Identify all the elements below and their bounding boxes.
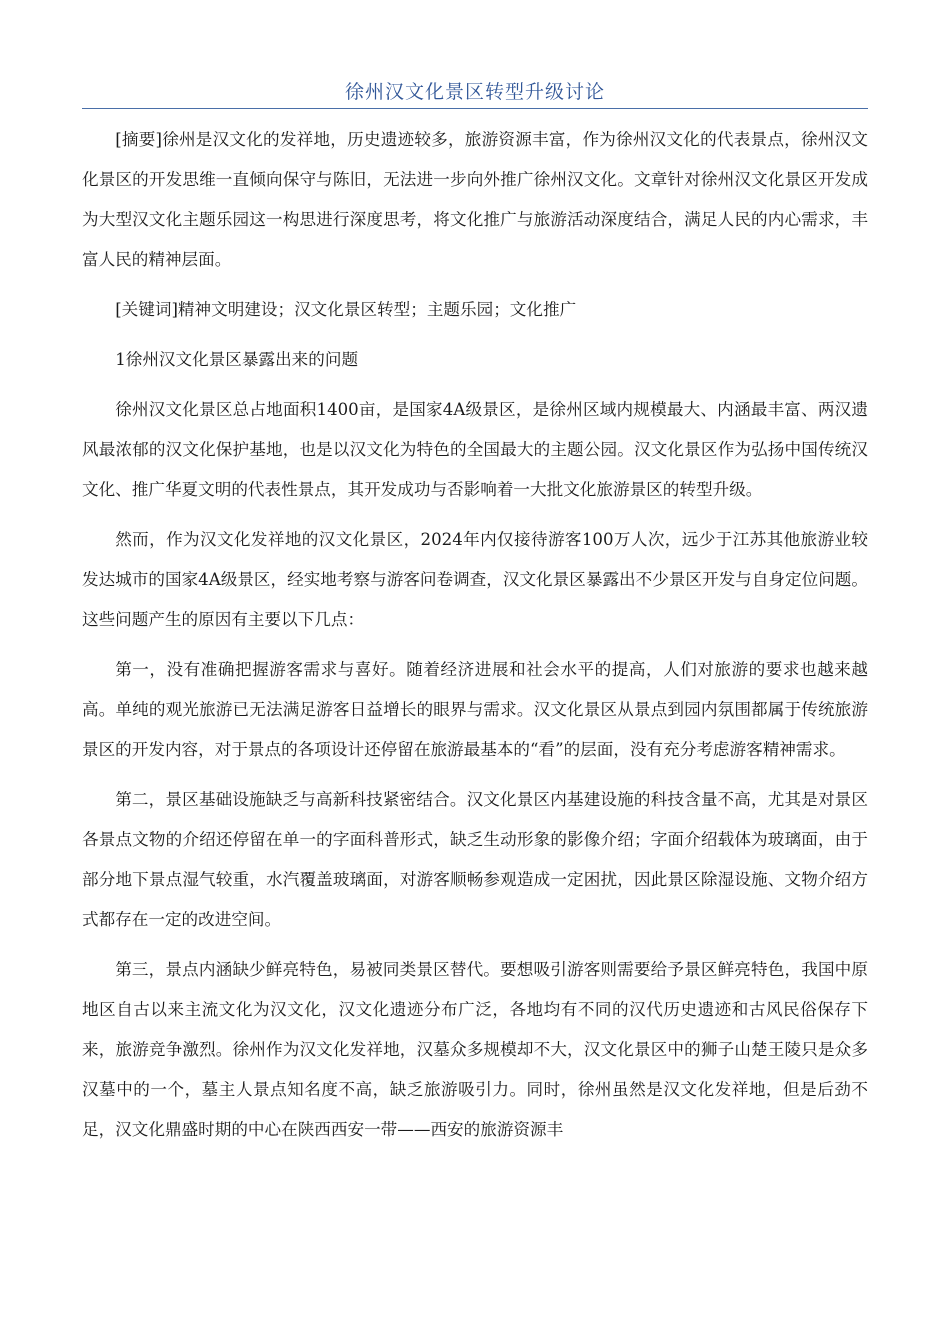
body-paragraph: 然而，作为汉文化发祥地的汉文化景区，2024年内仅接待游客100万人次，远少于江苏其他旅游业较发达城市的国家4A级景区，经实地考察与游客问卷调查，汉文化景区暴露出不少景区开发与自身定位问题。这些问题产生的原因有主要以下几点：: [82, 530, 868, 629]
body-paragraph: 第三，景点内涵缺少鲜亮特色，易被同类景区替代。要想吸引游客则需要给予景区鲜亮特色，我国中原地区自古以来主流文化为汉文化，汉文化遗迹分布广泛，各地均有不同的汉代历史遗迹和古风民俗保存下来，旅游竞争激烈。徐州作为汉文化发祥地，汉墓众多规模却不大，汉文化景区中的狮子山楚王陵只是众多汉墓中的一个，墓主人景点知名度不高，缺乏旅游吸引力。同时，徐州虽然是汉文化发祥地，但是后劲不足，汉文化鼎盛时期的中心在陕西西安一带——西安的旅游资源丰: [82, 960, 868, 1139]
title-underline: [82, 78, 868, 109]
keywords-paragraph: [关键词]精神文明建设；汉文化景区转型；主题乐园；文化推广: [115, 300, 577, 319]
body-paragraph: 第二，景区基础设施缺乏与高新科技紧密结合。汉文化景区内基建设施的科技含量不高，尤其是对景区各景点文物的介绍还停留在单一的字面科普形式，缺乏生动形象的影像介绍；字面介绍载体为玻璃面，由于部分地下景点湿气较重，水汽覆盖玻璃面，对游客顺畅参观造成一定困扰，因此景区除湿设施、文物介绍方式都存在一定的改进空间。: [82, 790, 868, 929]
section-heading: 1徐州汉文化景区暴露出来的问题: [115, 350, 359, 369]
body-paragraph: 第一，没有准确把握游客需求与喜好。随着经济进展和社会水平的提高，人们对旅游的要求也越来越高。单纯的观光旅游已无法满足游客日益增长的眼界与需求。汉文化景区从景点到园内氛围都属于传统旅游景区的开发内容，对于景点的各项设计还停留在旅游最基本的“看”的层面，没有充分考虑游客精神需求。: [82, 660, 868, 759]
body-paragraph: 徐州汉文化景区总占地面积1400亩，是国家4A级景区，是徐州区域内规模最大、内涵最丰富、两汉遗风最浓郁的汉文化保护基地，也是以汉文化为特色的全国最大的主题公园。汉文化景区作为弘扬中国传统汉文化、推广华夏文明的代表性景点，其开发成功与否影响着一大批文化旅游景区的转型升级。: [82, 400, 868, 499]
document-body: [82, 120, 868, 1160]
abstract-paragraph: [摘要]徐州是汉文化的发祥地，历史遗迹较多，旅游资源丰富，作为徐州汉文化的代表景点，徐州汉文化景区的开发思维一直倾向保守与陈旧，无法进一步向外推广徐州汉文化。文章针对徐州汉文化景区开发成为大型汉文化主题乐园这一构思进行深度思考，将文化推广与旅游活动深度结合，满足人民的内心需求，丰富人民的精神层面。: [82, 130, 868, 269]
document-title: 徐州汉文化景区转型升级讨论: [344, 81, 605, 103]
